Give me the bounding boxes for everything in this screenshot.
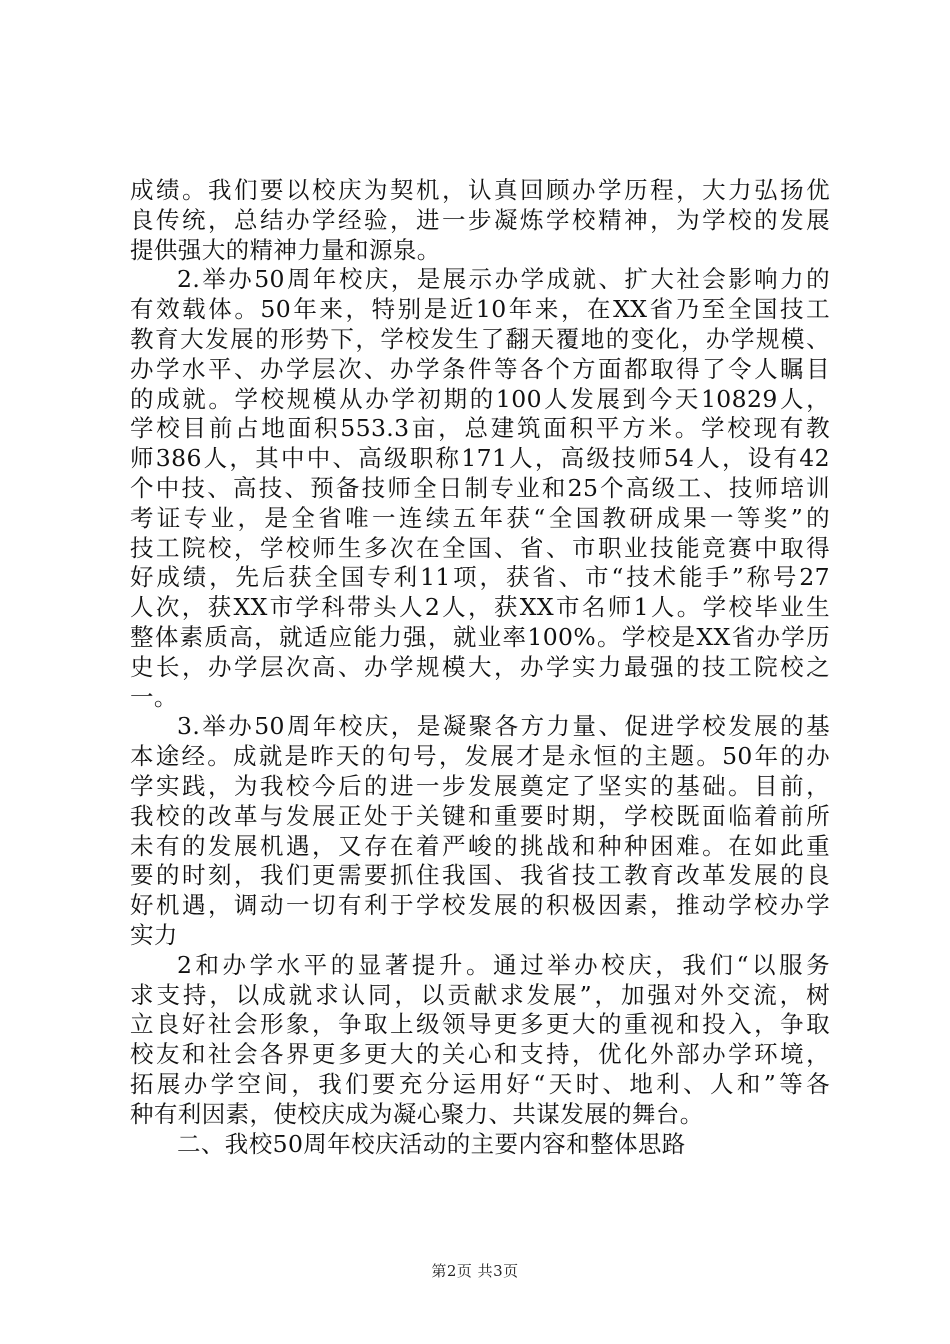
text-line: 未有的发展机遇，又存在着严峻的挑战和种种困难。在如此重 [130,831,830,860]
text-line: 2和办学水平的显著提升。通过举办校庆，我们“以服务 [177,950,830,979]
text-line: 成绩。我们要以校庆为契机，认真回顾办学历程，大力弘扬优 [130,176,830,204]
text-line: 校友和社会各界更多更大的关心和支持，优化外部办学环境， [130,1040,830,1069]
text-line: 提供强大的精神力量和源泉。 [130,235,441,264]
text-line: 个中技、高技、预备技师全日制专业和25个高级工、技师培训 [130,473,830,502]
section-heading: 二、我校50周年校庆活动的主要内容和整体思路 [177,1129,686,1158]
text-line: 好成绩，先后获全国专利11项，获省、市“技术能手”称号27 [130,563,830,592]
text-line: 立良好社会形象，争取上级领导更多更大的重视和投入，争取 [130,1010,830,1039]
text-line: 好机遇，调动一切有利于学校发展的积极因素，推动学校办学 [130,891,830,920]
text-line: 2.举办50周年校庆，是展示办学成就、扩大社会影响力的 [177,265,830,294]
text-line: 要的时刻，我们更需要抓住我国、我省技工教育改革发展的良 [130,861,830,890]
text-line: 有效载体。50年来，特别是近10年来，在XX省乃至全国技工 [130,295,830,324]
text-line: 教育大发展的形势下，学校发生了翻天覆地的变化，办学规模、 [130,324,830,353]
text-line: 种有利因素，使校庆成为凝心聚力、共谋发展的舞台。 [130,1099,704,1128]
text-line: 办学水平、办学层次、办学条件等各个方面都取得了令人瞩目 [130,354,830,383]
text-line: 一。 [130,682,178,711]
page-footer [0,1260,950,1281]
text-line: 史长，办学层次高、办学规模大，办学实力最强的技工院校之 [130,652,830,681]
text-line: 3.举办50周年校庆，是凝聚各方力量、促进学校发展的基 [177,712,830,741]
text-line: 人次，获XX市学科带头人2人，获XX市名师1人。学校毕业生 [130,593,830,622]
text-line: 本途经。成就是昨天的句号，发展才是永恒的主题。50年的办 [130,742,830,771]
text-line: 整体素质高，就适应能力强，就业率100%。学校是XX省办学历 [130,622,830,651]
document-body [130,176,830,1159]
text-line: 实力 [130,920,178,949]
text-line: 学校目前占地面积553.3亩，总建筑面积平方米。学校现有教 [130,414,830,443]
text-line: 学实践，为我校今后的进一步发展奠定了坚实的基础。目前， [130,771,830,800]
text-line: 技工院校，学校师生多次在全国、省、市职业技能竞赛中取得 [130,533,830,562]
text-line: 的成就。学校规模从办学初期的100人发展到今天10829人， [130,384,830,413]
text-line: 我校的改革与发展正处于关键和重要时期，学校既面临着前所 [130,801,830,830]
text-line: 拓展办学空间，我们要充分运用好“天时、地利、人和”等各 [130,1069,830,1098]
text-line: 求支持，以成就求认同，以贡献求发展”，加强对外交流，树 [130,980,830,1009]
text-line: 师386人，其中中、高级职称171人，高级技师54人，设有42 [130,444,830,473]
text-line: 良传统，总结办学经验，进一步凝炼学校精神，为学校的发展 [130,205,830,234]
text-line: 考证专业，是全省唯一连续五年获“全国教研成果一等奖”的 [130,503,830,532]
page-number: 第2页 共3页 [431,1262,519,1280]
